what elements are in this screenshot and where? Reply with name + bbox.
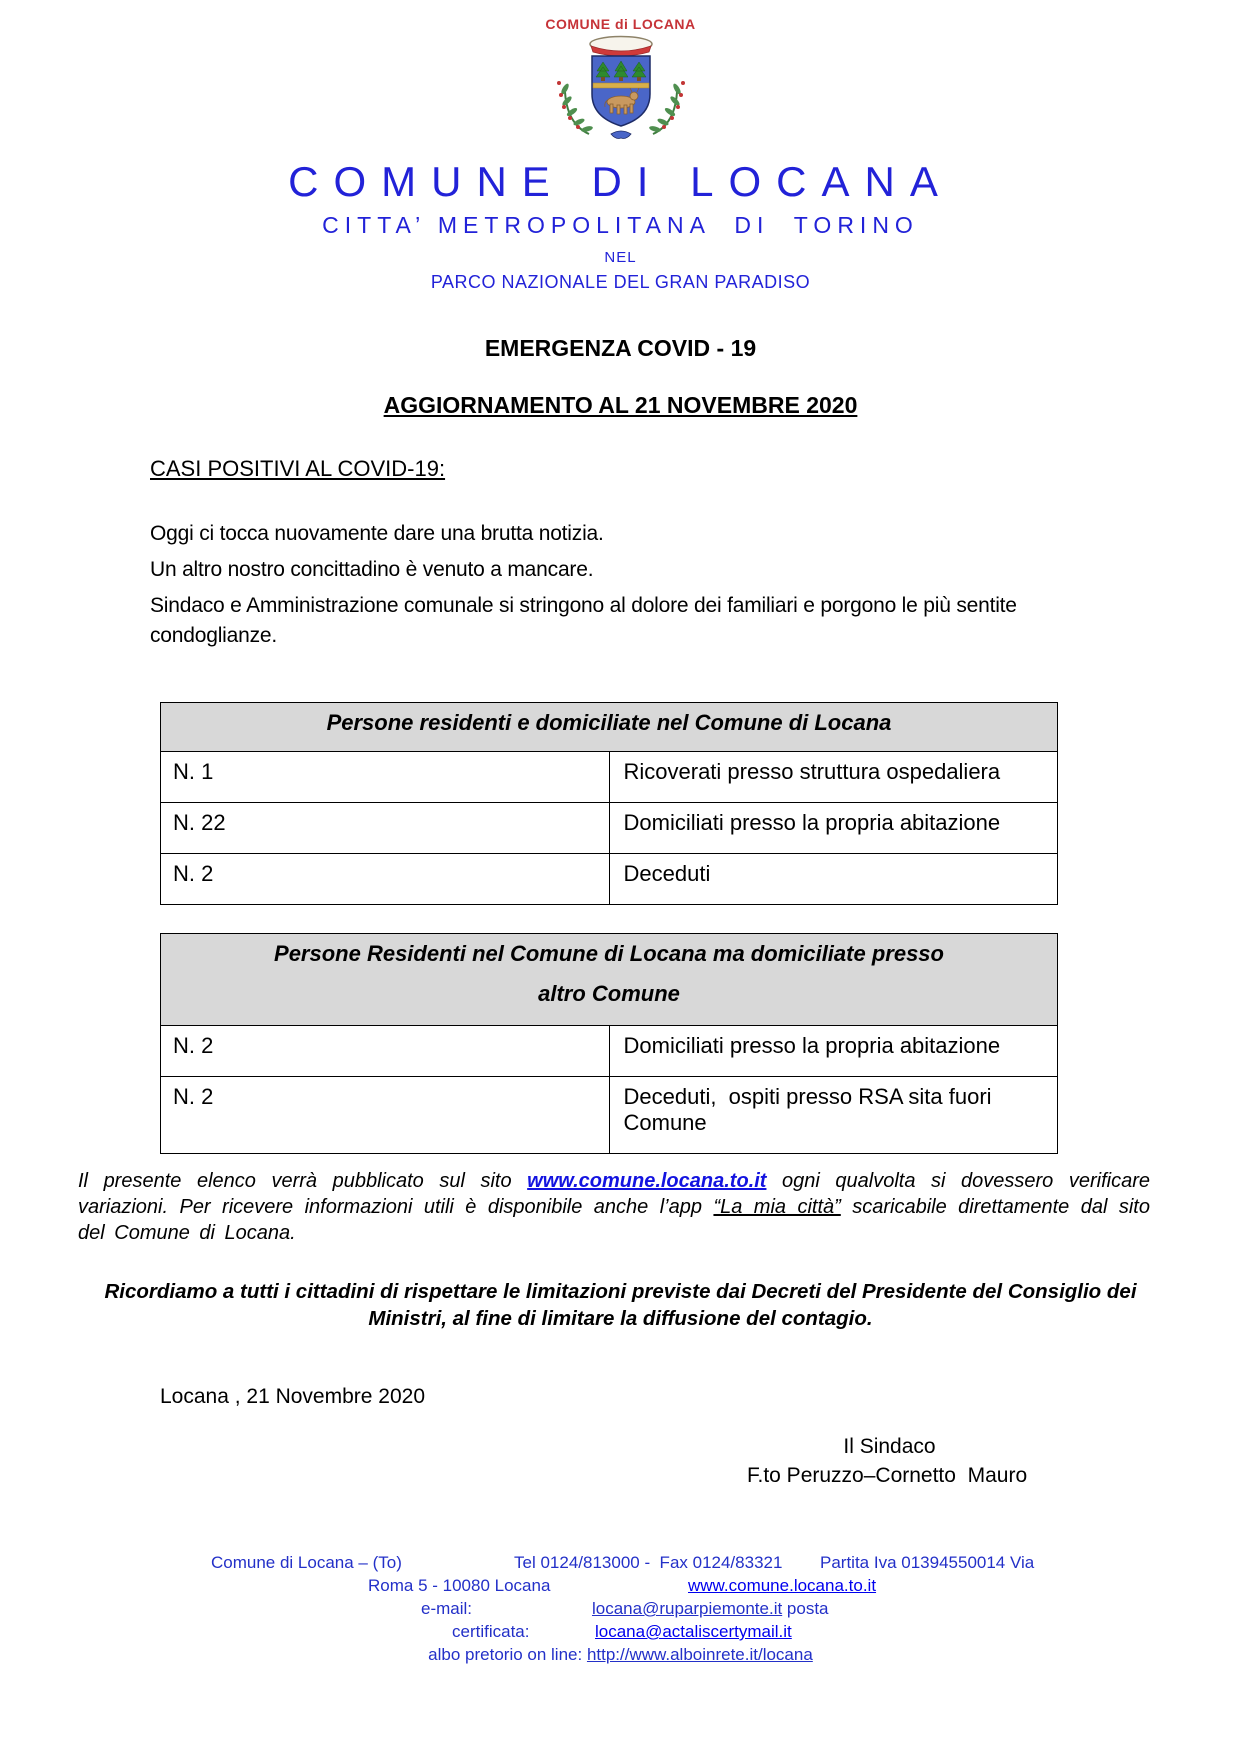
table-residents-elsewhere bbox=[160, 933, 1058, 1154]
footer-email-wrap bbox=[592, 1599, 829, 1619]
footer-website-link[interactable]: www.comune.locana.to.it bbox=[688, 1576, 877, 1595]
footer-address: Roma 5 - 10080 Locana bbox=[368, 1576, 551, 1595]
table2-header-line2: altro Comune bbox=[538, 981, 680, 1006]
footer-albo-link[interactable]: http://www.alboinrete.it/locana bbox=[586, 1645, 813, 1664]
footer-email-label: e-mail: bbox=[421, 1599, 473, 1618]
table-row bbox=[161, 803, 1058, 854]
signature-name: F.to Peruzzo–Cornetto Mauro bbox=[747, 1464, 1028, 1487]
footer-albo-label: albo pretorio on line: bbox=[428, 1645, 587, 1664]
footer-line1 bbox=[0, 1553, 1241, 1575]
table-row bbox=[161, 934, 1058, 1026]
notice-text-mid: ogni qualvolta si dovessero verificare variazioni. Per ricevere informazioni utili è disponibile anche l’app bbox=[78, 1170, 1150, 1218]
footer-email-suffix: posta bbox=[782, 1599, 829, 1618]
paragraph-citizen-passed: Un altro nostro concittadino è venuto a mancare. bbox=[150, 558, 594, 581]
count-cell: N. 1 bbox=[161, 752, 610, 803]
table-row bbox=[161, 1077, 1058, 1154]
footer-tel-fax: Tel 0124/813000 - Fax 0124/83321 bbox=[514, 1553, 783, 1572]
footer-municipality: Comune di Locana – (To) bbox=[211, 1553, 402, 1572]
table2-header-line1: Persone Residenti nel Comune di Locana ma domiciliate presso bbox=[274, 941, 944, 966]
count-cell: N. 2 bbox=[161, 854, 610, 905]
letterhead bbox=[0, 16, 1241, 147]
description-cell: Domiciliati presso la propria abitazione bbox=[609, 803, 1058, 854]
page-title: COMUNE DI LOCANA bbox=[288, 158, 953, 205]
heading-emergency: EMERGENZA COVID - 19 bbox=[484, 335, 757, 361]
website-link[interactable]: www.comune.locana.to.it bbox=[527, 1170, 767, 1192]
footer-pec-link[interactable]: locana@actaliscertymail.it bbox=[595, 1622, 792, 1641]
reminder-paragraph bbox=[0, 1278, 1241, 1332]
table2-header bbox=[161, 934, 1058, 1026]
notice-text-post: scaricabile direttamente dal sito del Comune di Locana. bbox=[78, 1196, 1150, 1244]
table-row bbox=[161, 752, 1058, 803]
table-row bbox=[161, 703, 1058, 752]
signature-role: Il Sindaco bbox=[843, 1435, 936, 1458]
reminder-line1: Ricordiamo a tutti i cittadini di rispettare le limitazioni previste dai Decreti del Presidente del Consiglio dei bbox=[104, 1280, 1137, 1303]
table1-header: Persone residenti e domiciliate nel Comune di Locana bbox=[161, 703, 1058, 752]
heading-update-date: AGGIORNAMENTO AL 21 NOVEMBRE 2020 bbox=[383, 392, 858, 418]
count-cell: N. 22 bbox=[161, 803, 610, 854]
dateline: Locana , 21 Novembre 2020 bbox=[160, 1385, 426, 1408]
municipal-coat-of-arms-icon bbox=[531, 34, 711, 142]
letterhead-subtitle: CITTA’ METROPOLITANA DI TORINO bbox=[322, 212, 919, 238]
table-row bbox=[161, 1026, 1058, 1077]
app-name: “La mia città” bbox=[713, 1196, 841, 1218]
footer-line3 bbox=[0, 1599, 1241, 1621]
paragraph-condolences-line1: Sindaco e Amministrazione comunale si stringono al dolore dei familiari e porgono le più sentite bbox=[150, 594, 1017, 617]
paragraph-condolences-line2: condoglianze. bbox=[150, 624, 277, 647]
footer-line4 bbox=[0, 1622, 1241, 1644]
description-cell: Deceduti bbox=[609, 854, 1058, 905]
letterhead-line3: NEL bbox=[604, 249, 637, 266]
notice-text-pre: Il presente elenco verrà pubblicato sul sito bbox=[78, 1170, 528, 1192]
footer-vat: Partita Iva 01394550014 Via bbox=[820, 1553, 1035, 1572]
paragraph-bad-news: Oggi ci tocca nuovamente dare una brutta notizia. bbox=[150, 522, 604, 545]
count-cell: N. 2 bbox=[161, 1026, 610, 1077]
footer-email-link[interactable]: locana@ruparpiemonte.it bbox=[592, 1599, 783, 1618]
footer-line5 bbox=[0, 1645, 1241, 1667]
publication-notice bbox=[78, 1168, 1150, 1246]
description-cell: Deceduti, ospiti presso RSA sita fuori Comune bbox=[609, 1077, 1058, 1154]
footer-line2 bbox=[0, 1576, 1241, 1598]
table-residents-domiciled bbox=[160, 702, 1058, 905]
table-row bbox=[161, 854, 1058, 905]
footer-pec-label: certificata: bbox=[452, 1622, 530, 1641]
count-cell: N. 2 bbox=[161, 1077, 610, 1154]
heading-positive-cases: CASI POSITIVI AL COVID-19: bbox=[150, 456, 446, 481]
reminder-line2: Ministri, al fine di limitare la diffusione del contagio. bbox=[368, 1307, 873, 1330]
crest-label: COMUNE di LOCANA bbox=[545, 16, 696, 32]
letterhead-line4: PARCO NAZIONALE DEL GRAN PARADISO bbox=[430, 272, 811, 292]
description-cell: Ricoverati presso struttura ospedaliera bbox=[609, 752, 1058, 803]
description-cell: Domiciliati presso la propria abitazione bbox=[609, 1026, 1058, 1077]
